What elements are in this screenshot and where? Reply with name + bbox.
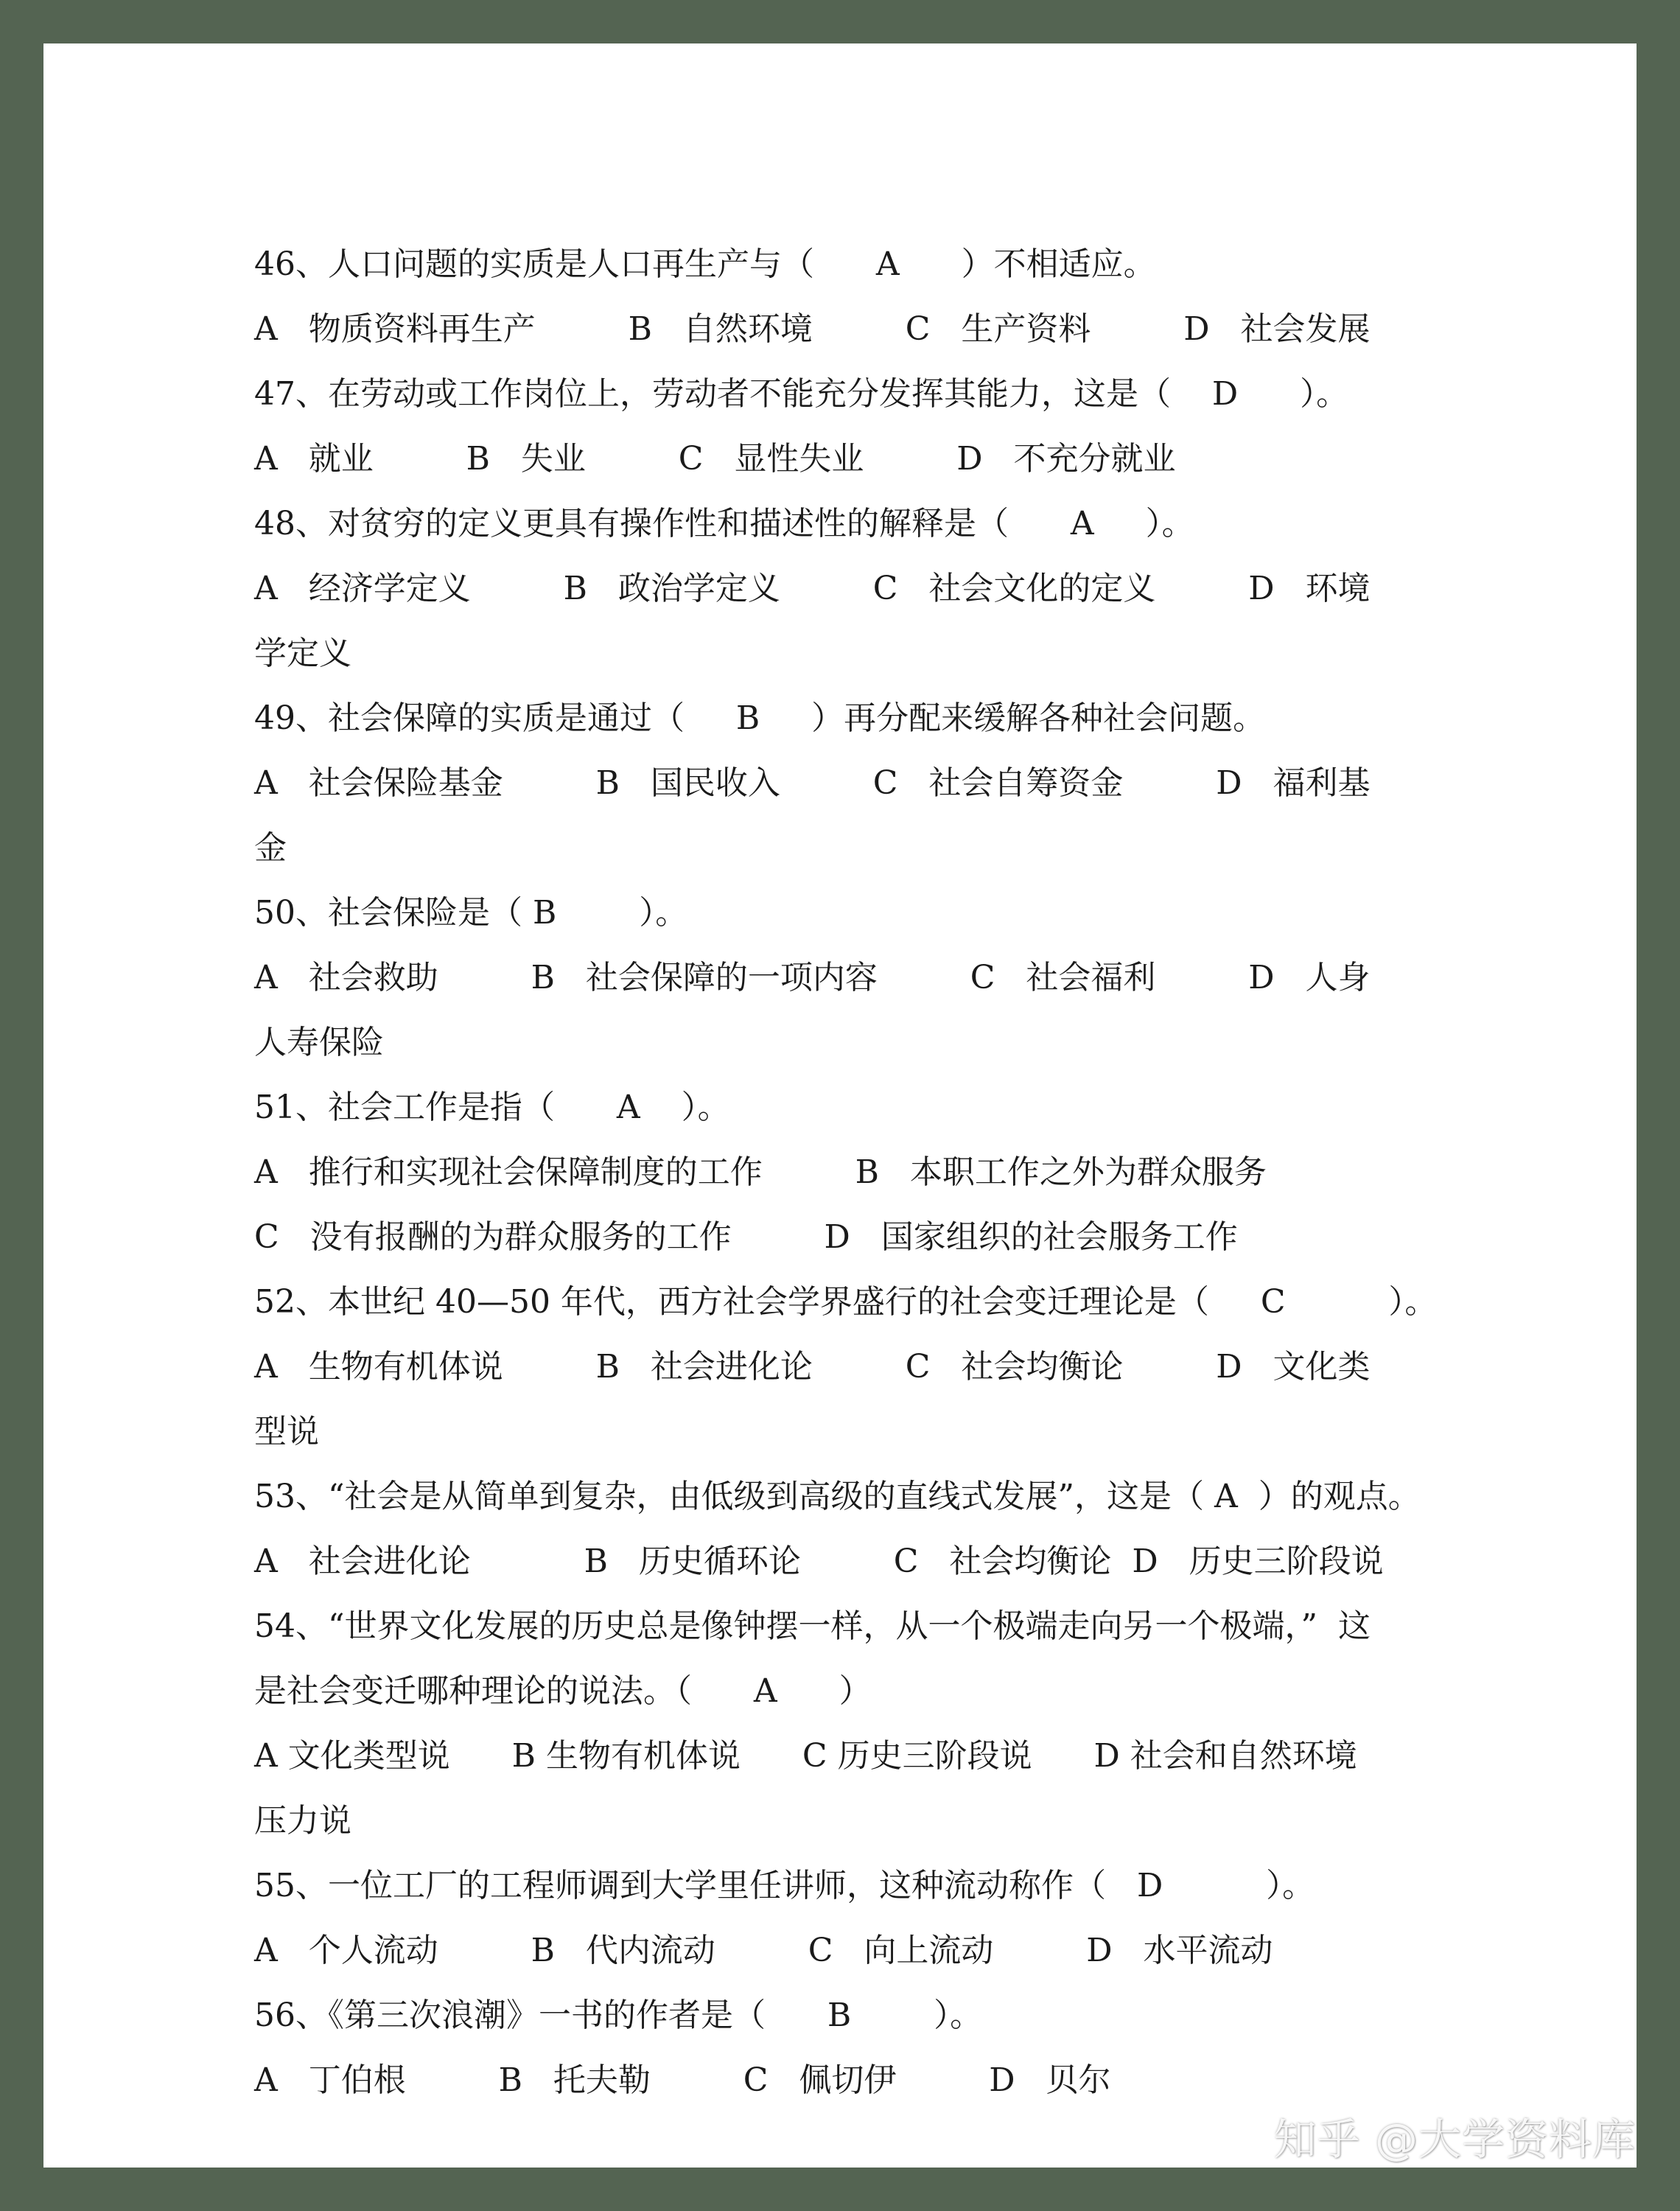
- watermark: 知乎 @大学资料库: [1273, 2114, 1636, 2165]
- text-line: 是社会变迁哪种理论的说法。（ A ）: [254, 1672, 872, 1710]
- text-line: 金: [254, 829, 287, 867]
- document-page: [43, 43, 1637, 2168]
- text-line: 47、在劳动或工作岗位上，劳动者不能充分发挥其能力，这是（ D ）。: [254, 375, 1349, 413]
- text-line: C 没有报酬的为群众服务的工作 D 国家组织的社会服务工作: [254, 1218, 1238, 1256]
- text-line: 型说: [254, 1413, 319, 1450]
- text-line: 56、《第三次浪潮》一书的作者是（ B ）。: [254, 1997, 983, 2034]
- question-list: [254, 232, 1492, 2113]
- text-line: A 推行和实现社会保障制度的工作 B 本职工作之外为群众服务: [254, 1153, 1267, 1191]
- text-line: A 物质资料再生产 B 自然环境 C 生产资料 D 社会发展: [254, 310, 1371, 348]
- text-line: 55、一位工厂的工程师调到大学里任讲师，这种流动称作（ D ）。: [254, 1867, 1315, 1904]
- text-line: A 经济学定义 B 政治学定义 C 社会文化的定义 D 环境: [254, 570, 1371, 607]
- text-line: 53、“社会是从简单到复杂，由低级到高级的直线式发展”，这是（ A ）的观点。: [254, 1478, 1421, 1515]
- text-line: A 个人流动 B 代内流动 C 向上流动 D 水平流动: [254, 1932, 1273, 1969]
- text-line: 49、社会保障的实质是通过（ B ）再分配来缓解各种社会问题。: [254, 699, 1266, 737]
- text-line: 学定义: [254, 635, 351, 672]
- text-line: 压力说: [254, 1802, 351, 1840]
- text-line: A 社会保险基金 B 国民收入 C 社会自筹资金 D 福利基: [254, 764, 1371, 802]
- text-line: 人寿保险: [254, 1024, 384, 1061]
- text-line: A 社会进化论 B 历史循环论 C 社会均衡论 D 历史三阶段说: [254, 1543, 1384, 1580]
- text-line: A 社会救助 B 社会保障的一项内容 C 社会福利 D 人身: [254, 959, 1371, 996]
- text-line: 50、社会保险是（ B ）。: [254, 894, 688, 932]
- text-line: A 丁伯根 B 托夫勒 C 佩切伊 D 贝尔: [254, 2061, 1111, 2099]
- text-line: 51、社会工作是指（ A ）。: [254, 1089, 730, 1126]
- text-line: A 就业 B 失业 C 显性失业 D 不充分就业: [254, 440, 1176, 478]
- text-line: 52、本世纪 40—50 年代，西方社会学界盛行的社会变迁理论是（ C ）。: [254, 1283, 1438, 1321]
- text-line: 46、人口问题的实质是人口再生产与（ A ）不相适应。: [254, 245, 1156, 283]
- text-line: 48、对贫穷的定义更具有操作性和描述性的解释是（ A ）。: [254, 505, 1194, 542]
- text-line: 54、“世界文化发展的历史总是像钟摆一样，从一个极端走向另一个极端，” 这: [254, 1607, 1371, 1645]
- text-line: A 生物有机体说 B 社会进化论 C 社会均衡论 D 文化类: [254, 1348, 1371, 1386]
- text-line: A 文化类型说 B 生物有机体说 C 历史三阶段说 D 社会和自然环境: [254, 1737, 1357, 1775]
